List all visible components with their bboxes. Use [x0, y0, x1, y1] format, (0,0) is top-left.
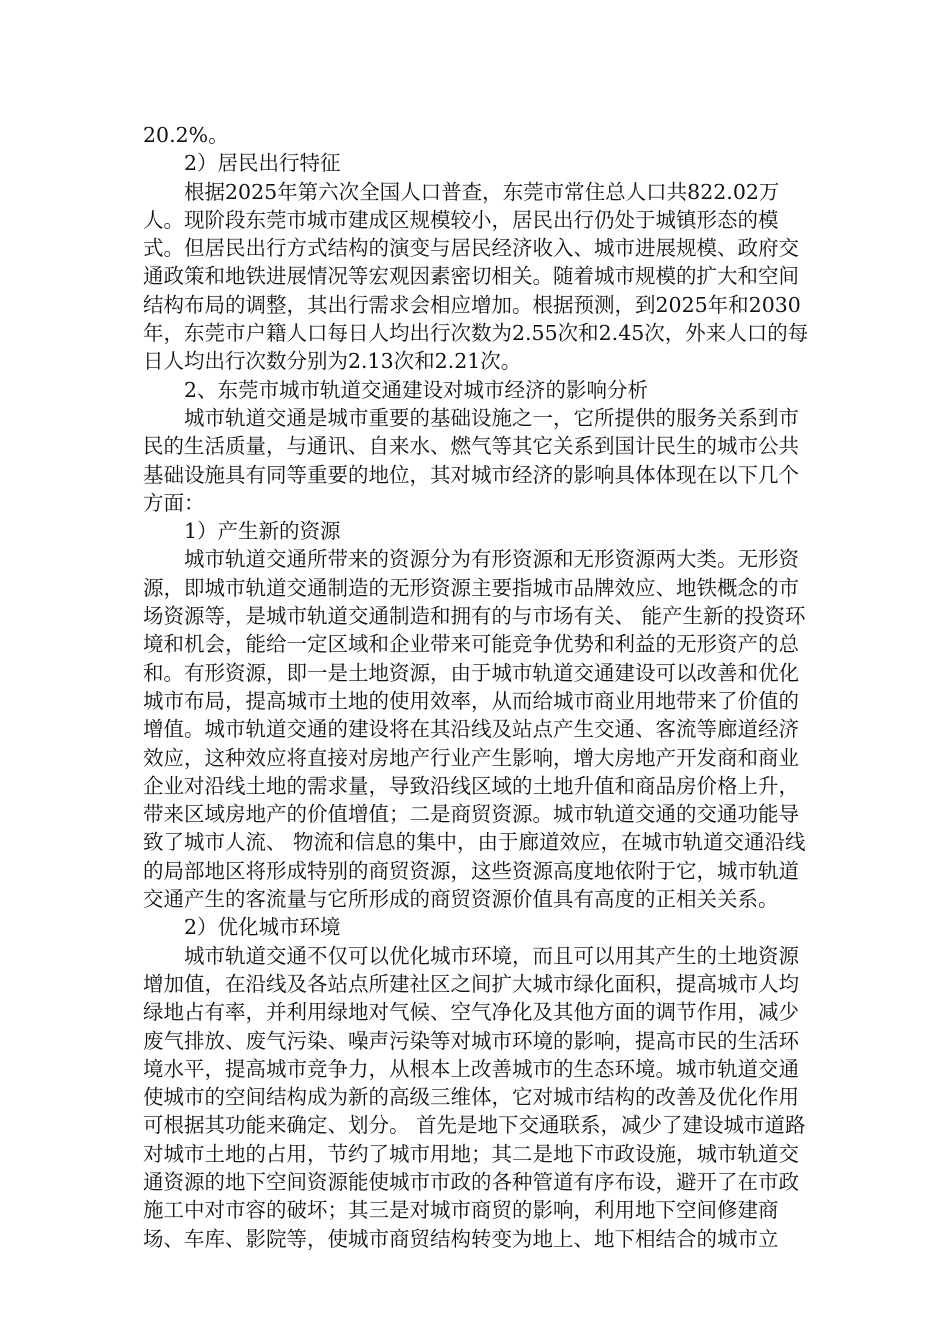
paragraph-resources: 城市轨道交通所带来的资源分为有形资源和无形资源两大类。无形资源，即城市轨道交通制造的无形资源主要指城市品牌效应、地铁概念的市场资源等，是城市轨道交通制造和拥有的与市场有关、 能产生新的投资环境和机会，能给一定区域和企业带来可能竞争优势和利益的无形资产的总和。有形资源，即一是土地资源，由于城市轨道交通建设可以改善和优化城市布局，提高城市土地的使用效率，从而给城市商业用地带来了价值的增值。城市轨道交通的建设将在其沿线及站点产生交通、客流等廊道经济效应，这种效应将直接对房地产行业产生影响，增大房地产开发商和商业企业对沿线土地的需求量，导致沿线区域的土地升值和商品房价格上升，带来区域房地产的价值增值；二是商贸资源。城市轨道交通的交通功能导致了城市人流、 物流和信息的集中，由于廊道效应，在城市轨道交通沿线的局部地区将形成特别的商贸资源，这些资源高度地依附于它，城市轨道交通产生的客流量与它所形成的商贸资源价值具有高度的正相关关系。 — [143, 547, 806, 912]
subheading-environment: 2）优化城市环境 — [184, 915, 341, 940]
subheading-resident-travel: 2）居民出行特征 — [184, 151, 341, 176]
paragraph-continuation: 20.2%。 — [143, 123, 229, 147]
paragraph-population: 根据2025年第六次全国人口普查，东莞市常住总人口共822.02万人。现阶段东莞市城市建成区规模较小，居民出行仍处于城镇形态的模式。但居民出行方式结构的演变与居民经济收入、城市进展规模、政府交通政策和地铁进展情况等宏观因素密切相关。随着城市规模的扩大和空间结构布局的调整，其出行需求会相应增加。根据预测，到2025年和2030年，东莞市户籍人口每日人均出行次数为2.55次和2.45次，外来人口的每日人均出行次数分别为2.13次和2.21次。 — [143, 179, 809, 374]
heading-economic-impact: 2、东莞市城市轨道交通建设对城市经济的影响分析 — [184, 377, 649, 402]
paragraph-environment: 城市轨道交通不仅可以优化城市环境，而且可以用其产生的土地资源增加值，在沿线及各站点所建社区之间扩大城市绿化面积，提高城市人均绿地占有率，并利用绿地对气候、空气净化及其他方面的调节作用，减少废气排放、废气污染、噪声污染等对城市环境的影响，提高市民的生活环境水平，提高城市竞争力，从根本上改善城市的生态环境。城市轨道交通使城市的空间结构成为新的高级三维体，它对城市结构的改善及优化作用可根据其功能来确定、划分。 首先是地下交通联系，减少了建设城市道路对城市土地的占用，节约了城市用地；其二是地下市政设施，城市轨道交通资源的地下空间资源能使城市市政的各种管道有序布设，避开了在市政施工中对市容的破坏；其三是对城市商贸的影响，利用地下空间修建商场、车库、影院等，使城市商贸结构转变为地上、地下相结合的城市立 — [143, 943, 806, 1251]
subheading-new-resources: 1）产生新的资源 — [184, 519, 341, 544]
body-text — [143, 121, 811, 1253]
paragraph-infrastructure: 城市轨道交通是城市重要的基础设施之一，它所提供的服务关系到市民的生活质量，与通讯、自来水、燃气等其它关系到国计民生的城市公共基础设施具有同等重要的地位，其对城市经济的影响具体体现在以下几个方面： — [143, 405, 799, 515]
